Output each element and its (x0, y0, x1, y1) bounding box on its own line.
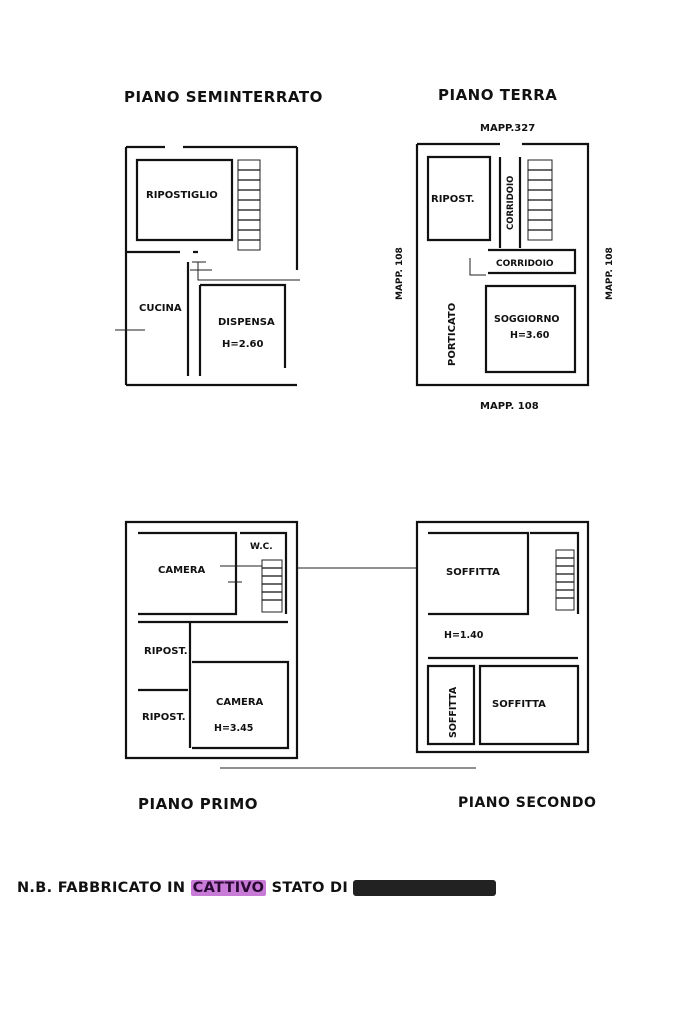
plan-terra (395, 123, 615, 412)
room-camera-2: CAMERA (216, 697, 264, 708)
height-seminterrato: H=2.60 (222, 339, 264, 350)
plan-seminterrato (115, 147, 300, 385)
stair-terra (528, 160, 552, 240)
height-primo: H=3.45 (214, 723, 254, 734)
footnote-middle: STATO DI (271, 880, 349, 896)
room-ripost-primo-1: RIPOST. (144, 646, 188, 657)
room-cucina: CUCINA (139, 303, 182, 314)
room-porticato: PORTICATO (447, 302, 458, 366)
room-corridoio-vertical: CORRIDOIO (506, 175, 516, 230)
room-soffitta-1: SOFFITTA (446, 567, 500, 578)
plan-primo (126, 522, 417, 758)
room-corridoio: CORRIDOIO (496, 259, 554, 269)
room-soffitta-3: SOFFITTA (492, 699, 546, 710)
label-mapp-right: MAPP. 108 (605, 247, 615, 300)
room-dispensa: DISPENSA (218, 317, 275, 328)
stair-primo (262, 560, 282, 612)
height-terra: H=3.60 (510, 330, 550, 341)
footnote-highlight: CATTIVO (192, 880, 265, 896)
room-wc: W.C. (250, 542, 273, 552)
title-piano-secondo: PIANO SECONDO (458, 795, 597, 811)
plan-secondo (417, 522, 588, 752)
room-ripost-terra: RIPOST. (431, 194, 475, 205)
room-ripost-primo-2: RIPOST. (142, 712, 186, 723)
footnote-prefix: N.B. FABBRICATO IN (17, 880, 186, 896)
room-ripostiglio: RIPOSTIGLIO (146, 190, 218, 201)
footnote-end: CONSERVAZIONE (353, 880, 496, 896)
stair-seminterrato (238, 160, 260, 250)
room-camera-1: CAMERA (158, 565, 206, 576)
label-mapp-bottom: MAPP. 108 (480, 401, 539, 412)
height-secondo: H=1.40 (444, 630, 484, 641)
room-soffitta-2: SOFFITTA (448, 686, 459, 738)
footnote (17, 880, 496, 896)
stair-secondo (556, 550, 574, 610)
title-piano-terra: PIANO TERRA (438, 86, 558, 104)
label-mapp-top: MAPP.327 (480, 123, 536, 134)
room-soggiorno: SOGGIORNO (494, 314, 560, 325)
title-piano-primo: PIANO PRIMO (138, 795, 259, 813)
title-piano-seminterrato: PIANO SEMINTERRATO (124, 88, 323, 106)
label-mapp-left: MAPP. 108 (395, 247, 405, 300)
